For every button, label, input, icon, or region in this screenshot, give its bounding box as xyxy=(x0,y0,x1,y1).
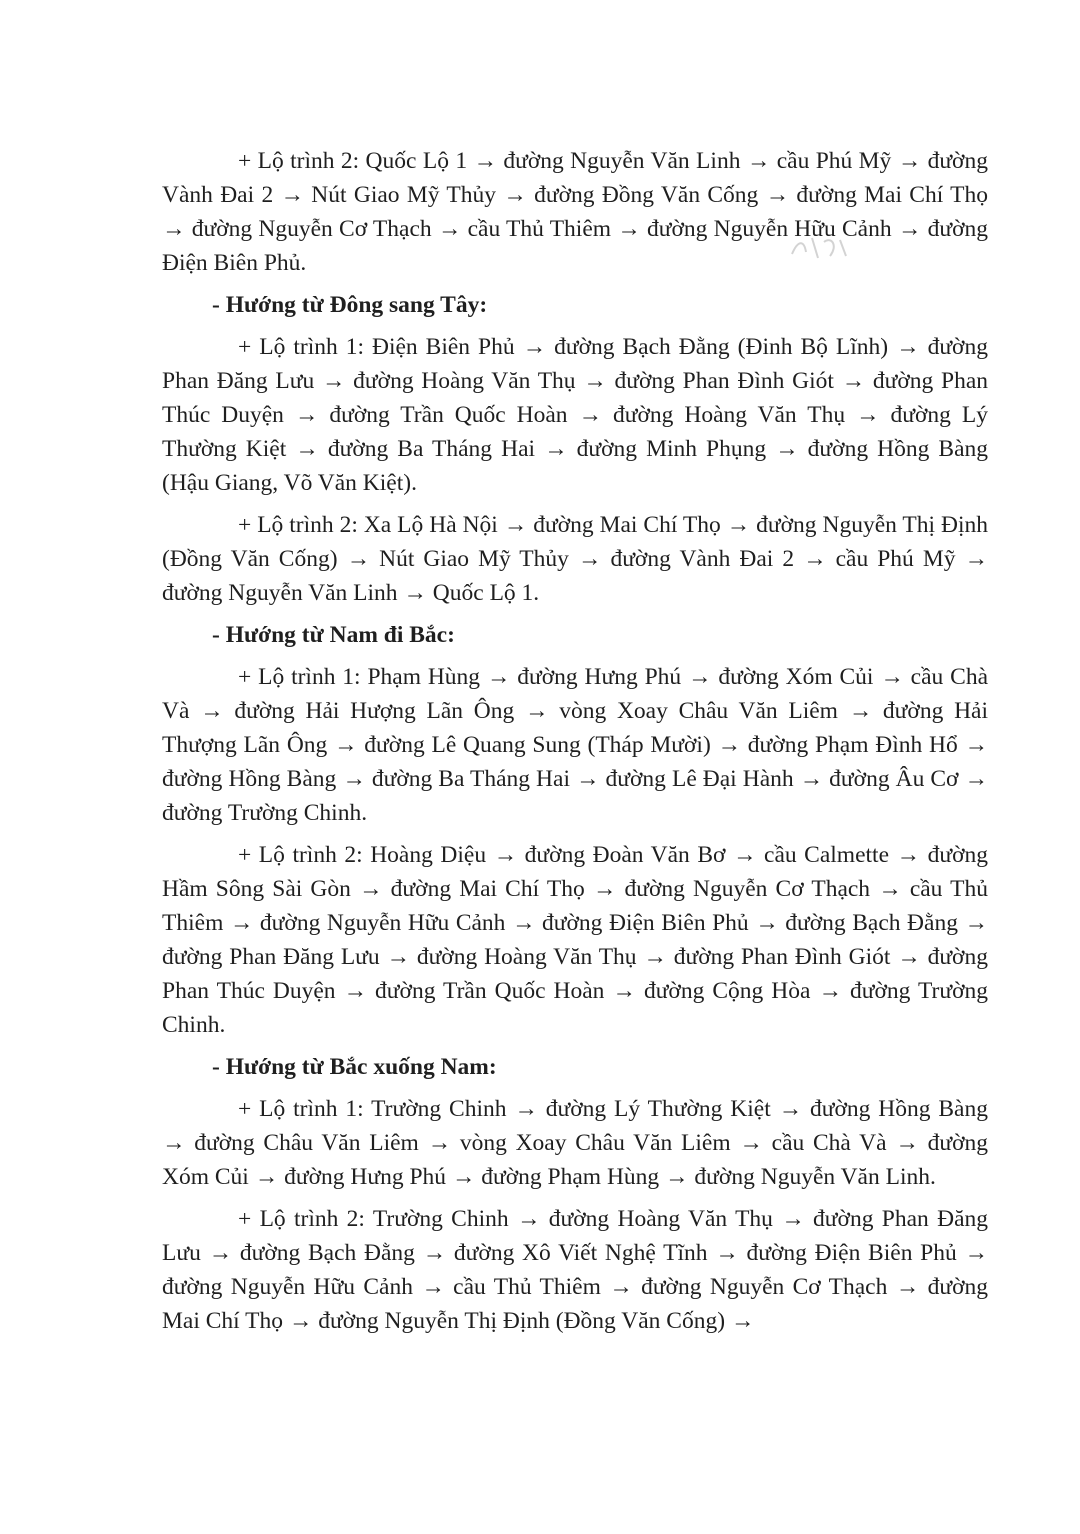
route-paragraph: + Lộ trình 2: Quốc Lộ 1 → đường Nguyễn Văn Linh → cầu Phú Mỹ → đường Vành Đai 2 → Nút Giao Mỹ Thủy → đường Đồng Văn Cống → đường Mai Chí Thọ → đường Nguyễn Cơ Thạch → cầu Thủ Thiêm → đường Nguyễn Hữu Cảnh → đường Điện Biên Phủ. xyxy=(162,148,988,276)
route-paragraph: + Lộ trình 2: Xa Lộ Hà Nội → đường Mai Chí Thọ → đường Nguyễn Thị Định (Đồng Văn Cống) → Nút Giao Mỹ Thủy → đường Vành Đai 2 → cầu Phú Mỹ → đường Nguyễn Văn Linh → Quốc Lộ 1. xyxy=(162,512,988,606)
scan-bleed-mark xyxy=(788,232,852,262)
document-page xyxy=(162,144,988,1346)
route-paragraph: + Lộ trình 1: Điện Biên Phủ → đường Bạch Đằng (Đinh Bộ Lĩnh) → đường Phan Đăng Lưu → đường Hoàng Văn Thụ → đường Phan Đình Giót → đường Phan Thúc Duyện → đường Trần Quốc Hoàn → đường Hoàng Văn Thụ → đường Lý Thường Kiệt → đường Ba Tháng Hai → đường Minh Phụng → đường Hồng Bàng (Hậu Giang, Võ Văn Kiệt). xyxy=(162,334,988,496)
route-paragraph: + Lộ trình 2: Hoàng Diệu → đường Đoàn Văn Bơ → cầu Calmette → đường Hầm Sông Sài Gòn → đường Mai Chí Thọ → đường Nguyễn Cơ Thạch → cầu Thủ Thiêm → đường Nguyễn Hữu Cảnh → đường Điện Biên Phủ → đường Bạch Đằng → đường Phan Đăng Lưu → đường Hoàng Văn Thụ → đường Phan Đình Giót → đường Phan Thúc Duyện → đường Trần Quốc Hoàn → đường Cộng Hòa → đường Trường Chinh. xyxy=(162,842,988,1038)
section-heading-north-south: - Hướng từ Bắc xuống Nam: xyxy=(212,1054,497,1080)
route-paragraph: + Lộ trình 1: Trường Chinh → đường Lý Thường Kiệt → đường Hồng Bàng → đường Châu Văn Liêm → vòng Xoay Châu Văn Liêm → cầu Chà Và → đường Xóm Củi → đường Hưng Phú → đường Phạm Hùng → đường Nguyễn Văn Linh. xyxy=(162,1096,988,1190)
route-paragraph: + Lộ trình 1: Phạm Hùng → đường Hưng Phú → đường Xóm Củi → cầu Chà Và → đường Hải Hượng Lãn Ông → vòng Xoay Châu Văn Liêm → đường Hải Thượng Lãn Ông → đường Lê Quang Sung (Tháp Mười) → đường Phạm Đình Hổ → đường Hồng Bàng → đường Ba Tháng Hai → đường Lê Đại Hành → đường Âu Cơ → đường Trường Chinh. xyxy=(162,664,988,826)
section-heading-east-west: - Hướng từ Đông sang Tây: xyxy=(212,292,488,318)
section-heading-south-north: - Hướng từ Nam đi Bắc: xyxy=(212,622,455,648)
route-paragraph: + Lộ trình 2: Trường Chinh → đường Hoàng Văn Thụ → đường Phan Đăng Lưu → đường Bạch Đằng → đường Xô Viết Nghệ Tĩnh → đường Điện Biên Phủ → đường Nguyễn Hữu Cảnh → cầu Thủ Thiêm → đường Nguyễn Cơ Thạch → đường Mai Chí Thọ → đường Nguyễn Thị Định (Đồng Văn Cống) → xyxy=(162,1206,988,1334)
